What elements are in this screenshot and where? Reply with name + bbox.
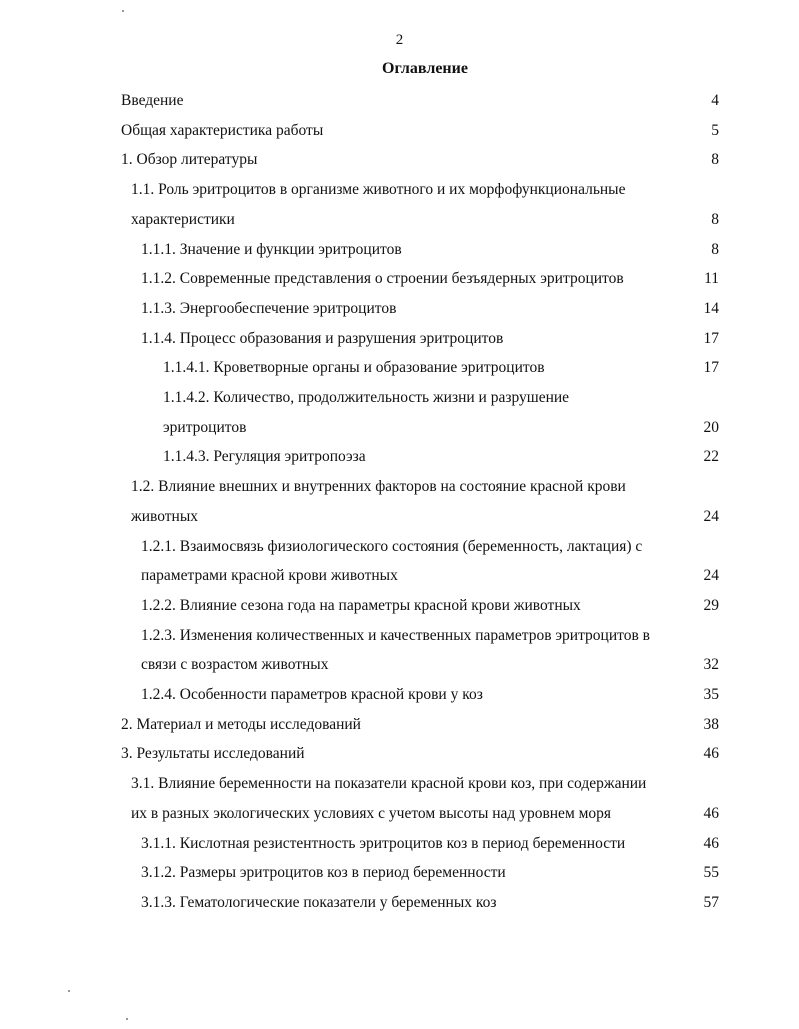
toc-entry-text: 1.2.1. Взаимосвязь физиологического состояния (беременность, лактация) с	[141, 537, 643, 555]
toc-entry	[0, 353, 799, 383]
toc-entry	[0, 532, 799, 591]
scan-speck	[122, 10, 124, 12]
toc-page-number: 57	[703, 893, 719, 911]
toc-entry-text: 1.1.4.1. Кроветворные органы и образование эритроцитов	[163, 359, 545, 377]
toc-title: Оглавление	[382, 60, 468, 77]
toc-page-number: 46	[703, 745, 719, 763]
toc-entry	[0, 324, 799, 354]
toc-entry	[0, 888, 799, 918]
toc-entry	[0, 739, 799, 769]
toc-entry-text: 1. Обзор литературы	[121, 151, 258, 169]
toc-page-number: 35	[703, 686, 719, 704]
toc-page-number: 38	[703, 715, 719, 733]
toc-entry-text: 1.1.3. Энергообеспечение эритроцитов	[141, 299, 397, 317]
toc-entry-text: 1.1. Роль эритроцитов в организме животного и их морфофункциональные	[131, 181, 626, 199]
scan-speck	[126, 1018, 128, 1020]
toc-page-number: 55	[703, 864, 719, 882]
toc-entry	[0, 769, 799, 828]
toc-entry	[0, 116, 799, 146]
toc-entry-text: характеристики	[131, 210, 235, 228]
toc-entry-text: 3.1.3. Гематологические показатели у беременных коз	[141, 893, 497, 911]
toc-page-number: 8	[711, 151, 719, 169]
toc-entry-text: 3. Результаты исследований	[121, 745, 305, 763]
toc-entry-text: 1.2.4. Особенности параметров красной крови у коз	[141, 686, 483, 704]
toc-entry-text: параметрами красной крови животных	[141, 567, 398, 585]
toc-entry	[0, 294, 799, 324]
toc-entry	[0, 383, 799, 442]
toc-entry-text: 1.1.4. Процесс образования и разрушения эритроцитов	[141, 329, 504, 347]
toc-page-number: 20	[703, 418, 719, 436]
toc-page-number: 24	[703, 507, 719, 525]
toc-entry-text: 1.1.4.2. Количество, продолжительность жизни и разрушение	[163, 389, 570, 407]
toc-page-number: 17	[703, 329, 719, 347]
toc-entry-text: 3.1.2. Размеры эритроцитов коз в период беременности	[141, 864, 506, 882]
toc-entry-text: животных	[131, 507, 198, 525]
toc-entry	[0, 858, 799, 888]
page-number: 2	[395, 32, 404, 48]
toc-page-number: 11	[704, 270, 719, 288]
toc-page-number: 17	[703, 359, 719, 377]
toc-entry	[0, 264, 799, 294]
toc-entry	[0, 829, 799, 859]
toc-entry	[0, 86, 799, 116]
toc-entry-text: 1.2.3. Изменения количественных и качественных параметров эритроцитов в	[141, 626, 650, 644]
toc-entry-text: связи с возрастом животных	[141, 656, 329, 674]
toc-page-number: 46	[703, 804, 719, 822]
toc-entry	[0, 621, 799, 680]
toc-entry-text: эритроцитов	[163, 418, 247, 436]
toc-page-number: 8	[711, 240, 719, 258]
toc-entry-text: 1.2.2. Влияние сезона года на параметры красной крови животных	[141, 596, 581, 614]
toc-entry-text: 3.1. Влияние беременности на показатели красной крови коз, при содержании	[131, 775, 647, 793]
toc-page-number: 5	[711, 121, 719, 139]
toc-entry-text: 2. Материал и методы исследований	[121, 715, 361, 733]
toc-entry-text: 1.1.2. Современные представления о строении безъядерных эритроцитов	[141, 270, 624, 288]
toc-entry-text: 3.1.1. Кислотная резистентность эритроцитов коз в период беременности	[141, 834, 626, 852]
toc-entry-text: 1.1.4.3. Регуляция эритропоэза	[163, 448, 366, 466]
toc-entry	[0, 235, 799, 265]
toc-entry-text: 1.1.1. Значение и функции эритроцитов	[141, 240, 402, 258]
toc-page-number: 24	[703, 567, 719, 585]
toc-entry-text: Общая характеристика работы	[121, 121, 324, 139]
toc-page-number: 22	[703, 448, 719, 466]
toc-page-number: 14	[703, 299, 719, 317]
toc-page-number: 46	[703, 834, 719, 852]
toc-page-number: 32	[703, 656, 719, 674]
scan-speck	[68, 990, 70, 992]
toc-page-number: 4	[711, 92, 719, 109]
toc-entry	[0, 472, 799, 531]
toc-entry	[0, 680, 799, 710]
toc-entry-text: их в разных экологических условиях с учетом высоты над уровнем моря	[131, 804, 612, 822]
toc-entry	[0, 591, 799, 621]
toc-entry	[0, 145, 799, 175]
table-of-contents	[0, 86, 799, 918]
toc-page-number: 29	[703, 596, 719, 614]
toc-entry	[0, 442, 799, 472]
toc-entry-text: Введение	[121, 92, 184, 109]
toc-entry	[0, 175, 799, 234]
toc-page-number: 8	[711, 210, 719, 228]
toc-entry	[0, 710, 799, 740]
toc-entry-text: 1.2. Влияние внешних и внутренних факторов на состояние красной крови	[131, 478, 626, 496]
